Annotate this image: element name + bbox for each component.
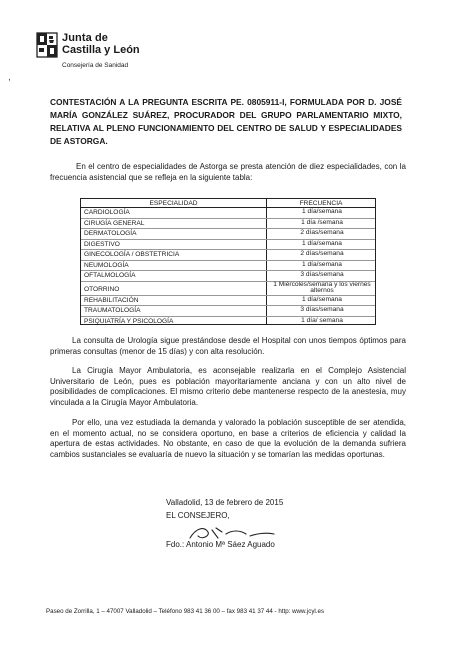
frequency-cell: 2 días/semana: [300, 229, 344, 236]
table-row: [81, 282, 375, 296]
document-title: CONTESTACIÓN A LA PREGUNTA ESCRITA PE. 0805911-I, FORMULADA POR D. JOSÉ MARÍA GONZÁLEZ SUÁREZ, PROCURADOR DEL GRUPO PARLAMENTARIO MIXTO, RELATIVA AL PLENO FUNCIONAMIENTO DEL CENTRO DE SALUD Y ESPECIALIDADES DE ASTORGA.: [50, 97, 402, 146]
signer-role: EL CONSEJERO,: [166, 511, 230, 520]
footer-address: Paseo de Zorrilla, 1 – 47007 Valladolid – Teléfono 983 41 36 00 – fax 983 41 37 44 - http: www.jcyl.es: [46, 608, 325, 615]
specialty-cell: OTORRINO: [84, 285, 120, 293]
table-row: [81, 296, 375, 307]
margin-mark: ,: [8, 72, 11, 83]
specialties-table: [80, 198, 376, 325]
frequency-cell: 1 día /semana: [301, 218, 343, 226]
frequency-cell: 2 días/semana: [300, 250, 344, 257]
urologia-paragraph: La consulta de Urología sigue prestándose desde el Hospital con unos tiempos óptimos para primeras consultas (menor de 15 días) y con alta resolución.: [50, 336, 406, 356]
place-date: Valladolid, 13 de febrero de 2015: [166, 498, 284, 507]
org-name-line2: Castilla y León: [62, 44, 140, 56]
frequency-cell: 3 días/semana: [300, 271, 344, 278]
frequency-cell: 1 día/semana: [302, 208, 342, 215]
specialty-cell: PSIQUIATRÍA Y PSICOLOGÍA: [84, 317, 174, 325]
table-row: [81, 250, 375, 261]
table-row: [81, 240, 375, 251]
specialty-cell: CARDIOLOGÍA: [84, 209, 130, 216]
frequency-cell: 1 día/semana: [302, 260, 342, 268]
junta-logo: [36, 32, 186, 82]
specialty-cell: TRAUMATOLOGÍA: [84, 307, 141, 314]
header-especialidad: ESPECIALIDAD: [149, 200, 198, 207]
table-body: [81, 208, 375, 327]
table-header: [81, 199, 375, 208]
org-name-line1: Junta de: [62, 32, 109, 44]
table-row: [81, 271, 375, 282]
frequency-cell: 1 día/semana: [302, 239, 342, 247]
specialty-cell: DERMATOLOGÍA: [84, 230, 137, 237]
frequency-cell: 1 Miércoles/semana y los viernes alternos: [273, 280, 371, 294]
intro-paragraph: En el centro de especialidades de Astorga se presta atención de diez especialidades, con la frecuencia asistencial que se refleja en la siguiente tabla:: [50, 162, 406, 182]
frequency-cell: 1 día/ semana: [301, 316, 343, 324]
frequency-cell: 1 día/semana: [302, 295, 342, 303]
table-row: [81, 229, 375, 240]
table-row: [81, 208, 375, 219]
specialty-cell: NEUMOLOGÍA: [84, 261, 129, 269]
department-name: Consejería de Sanidad: [62, 62, 129, 69]
frequency-cell: 3 días/semana: [300, 306, 344, 313]
table-row: [81, 219, 375, 230]
specialty-cell: CIRUGÍA GENERAL: [84, 219, 145, 227]
crest-icon: [36, 32, 58, 60]
specialty-cell: DIGESTIVO: [84, 240, 120, 248]
specialty-cell: OFTALMOLOGÍA: [84, 272, 136, 279]
specialty-cell: REHABILITACIÓN: [84, 296, 139, 304]
table-row: [81, 261, 375, 272]
header-frecuencia: FRECUENCIA: [299, 200, 343, 207]
specialty-cell: GINECOLOGÍA / OBSTETRICIA: [84, 251, 180, 258]
conclusion-paragraph: Por ello, una vez estudiada la demanda y valorado la población susceptible de ser atendida, en el momento actual, no se considera oportuno, en base a criterios de eficiencia y calidad la apertura de estas actividades. No obstante, en caso de que la evolución de la demanda sufriera cambios sustanciales se evaluaría de nuevo la situación y se tomarían las medidas oportunas.: [50, 418, 406, 459]
cirugia-paragraph: La Cirugía Mayor Ambulatoria, es aconsejable realizarla en el Complejo Asistencial Universitario de León, pues es población mayoritariamente anciana y con un alto nivel de posibilidades de complicaciones. El mismo criterio debe mantenerse respecto de la anestesia, muy vinculada a la Cirugía Mayor Ambulatoria.: [50, 366, 406, 407]
table-row: [81, 306, 375, 317]
table-row: [81, 317, 375, 328]
signed-by: Fdo.: Antonio Mª Sáez Aguado: [166, 540, 275, 549]
